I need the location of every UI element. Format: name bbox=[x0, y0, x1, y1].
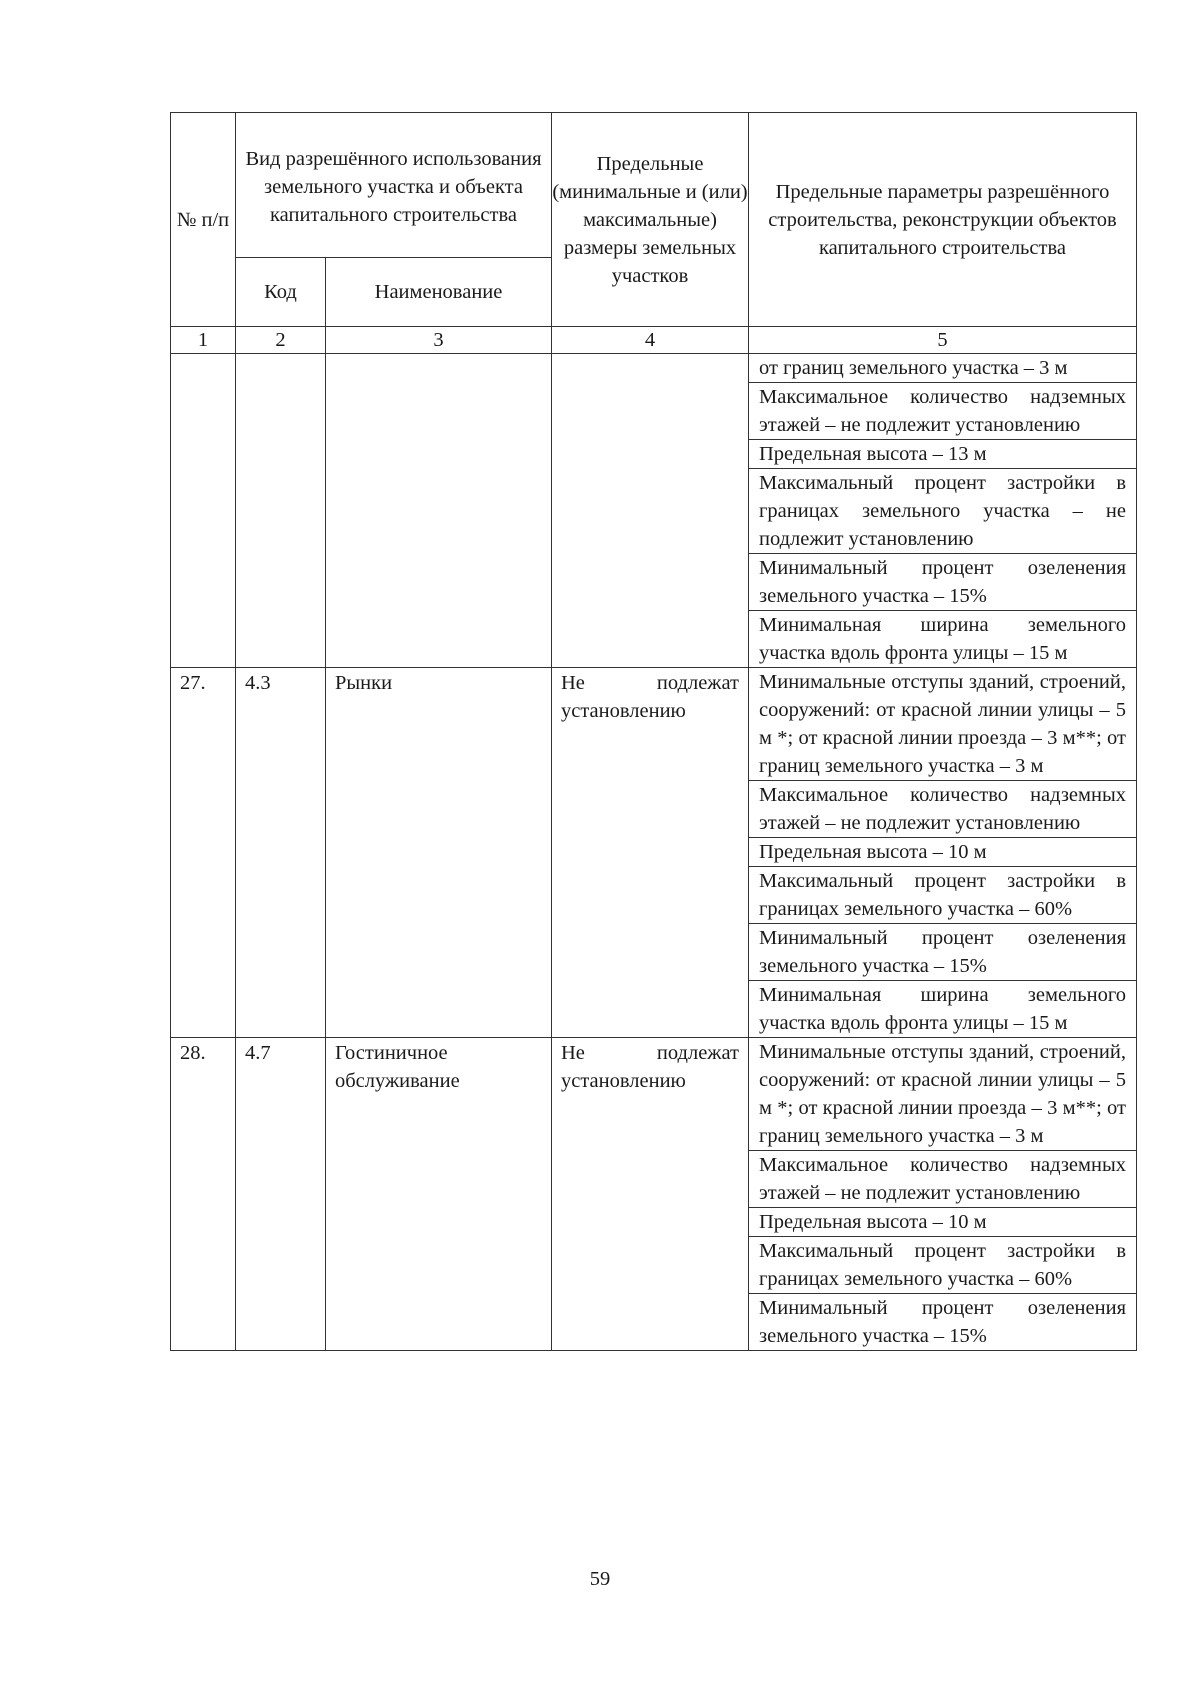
param-list bbox=[749, 668, 1136, 1037]
param-item: Минимальная ширина земельного участка вдоль фронта улицы – 15 м bbox=[749, 980, 1136, 1037]
header-number: № п/п bbox=[171, 113, 236, 327]
param-item: Максимальный процент застройки в границах земельного участка – 60% bbox=[749, 866, 1136, 923]
plot-sizes-cell: Не подлежат установлению bbox=[552, 1038, 749, 1351]
code-cell: 4.7 bbox=[236, 1038, 326, 1351]
table-row bbox=[171, 354, 1137, 668]
name-cell: Гостиничное обслуживание bbox=[326, 1038, 552, 1351]
name-cell: Рынки bbox=[326, 668, 552, 1038]
param-item: Минимальные отступы зданий, строений, сооружений: от красной линии улицы – 5 м *; от красной линии проезда – 3 м**; от границ земельного участка – 3 м bbox=[759, 671, 1126, 777]
param-list bbox=[749, 1038, 1136, 1350]
header-permitted-use: Вид разрешённого использования земельного участка и объекта капитального строительства bbox=[236, 113, 552, 258]
plot-sizes-cell bbox=[552, 354, 749, 668]
param-item: Максимальное количество надземных этажей – не подлежит установлению bbox=[749, 780, 1136, 837]
table-row bbox=[171, 1038, 1137, 1351]
param-item: Максимальный процент застройки в границах земельного участка – 60% bbox=[749, 1236, 1136, 1293]
param-item: Предельная высота – 10 м bbox=[749, 1207, 1136, 1236]
header-name: Наименование bbox=[326, 258, 552, 327]
param-list bbox=[749, 354, 1136, 667]
header-construction-params: Предельные параметры разрешённого строительства, реконструкции объектов капитального строительства bbox=[749, 113, 1137, 327]
name-cell bbox=[326, 354, 552, 668]
param-item: Предельная высота – 13 м bbox=[749, 439, 1136, 468]
param-item: Минимальные отступы зданий, строений, сооружений: от красной линии улицы – 5 м *; от красной линии проезда – 3 м**; от границ земельного участка – 3 м bbox=[759, 1041, 1126, 1147]
table-row bbox=[171, 668, 1137, 1038]
row-number-cell: 27. bbox=[171, 668, 236, 1038]
column-number: 2 bbox=[236, 327, 326, 354]
page-number: 59 bbox=[589, 1568, 611, 1590]
row-number-cell bbox=[171, 354, 236, 668]
column-number: 5 bbox=[749, 327, 1137, 354]
construction-params-cell bbox=[749, 354, 1137, 668]
zoning-parameters-table bbox=[170, 112, 1137, 1351]
param-item: Максимальный процент застройки в границах земельного участка – не подлежит установлению bbox=[749, 468, 1136, 553]
param-item: Минимальная ширина земельного участка вдоль фронта улицы – 15 м bbox=[749, 610, 1136, 667]
row-number-cell: 28. bbox=[171, 1038, 236, 1351]
column-number: 3 bbox=[326, 327, 552, 354]
construction-params-cell bbox=[749, 1038, 1137, 1351]
param-item: от границ земельного участка – 3 м bbox=[759, 357, 1068, 379]
header-plot-sizes: Предельные (минимальные и (или) максимальные) размеры земельных участков bbox=[552, 113, 749, 327]
column-number: 4 bbox=[552, 327, 749, 354]
column-number: 1 bbox=[171, 327, 236, 354]
construction-params-cell bbox=[749, 668, 1137, 1038]
param-item: Минимальный процент озеленения земельного участка – 15% bbox=[749, 553, 1136, 610]
plot-sizes-cell: Не подлежат установлению bbox=[552, 668, 749, 1038]
code-cell bbox=[236, 354, 326, 668]
param-item: Максимальное количество надземных этажей – не подлежит установлению bbox=[749, 1150, 1136, 1207]
param-item: Минимальный процент озеленения земельного участка – 15% bbox=[749, 923, 1136, 980]
header-code: Код bbox=[236, 258, 326, 327]
table-body bbox=[171, 354, 1137, 1351]
param-item: Максимальное количество надземных этажей – не подлежит установлению bbox=[749, 382, 1136, 439]
code-cell: 4.3 bbox=[236, 668, 326, 1038]
column-numbers-row bbox=[171, 327, 1137, 354]
param-item: Минимальный процент озеленения земельного участка – 15% bbox=[749, 1293, 1136, 1350]
param-item: Предельная высота – 10 м bbox=[749, 837, 1136, 866]
